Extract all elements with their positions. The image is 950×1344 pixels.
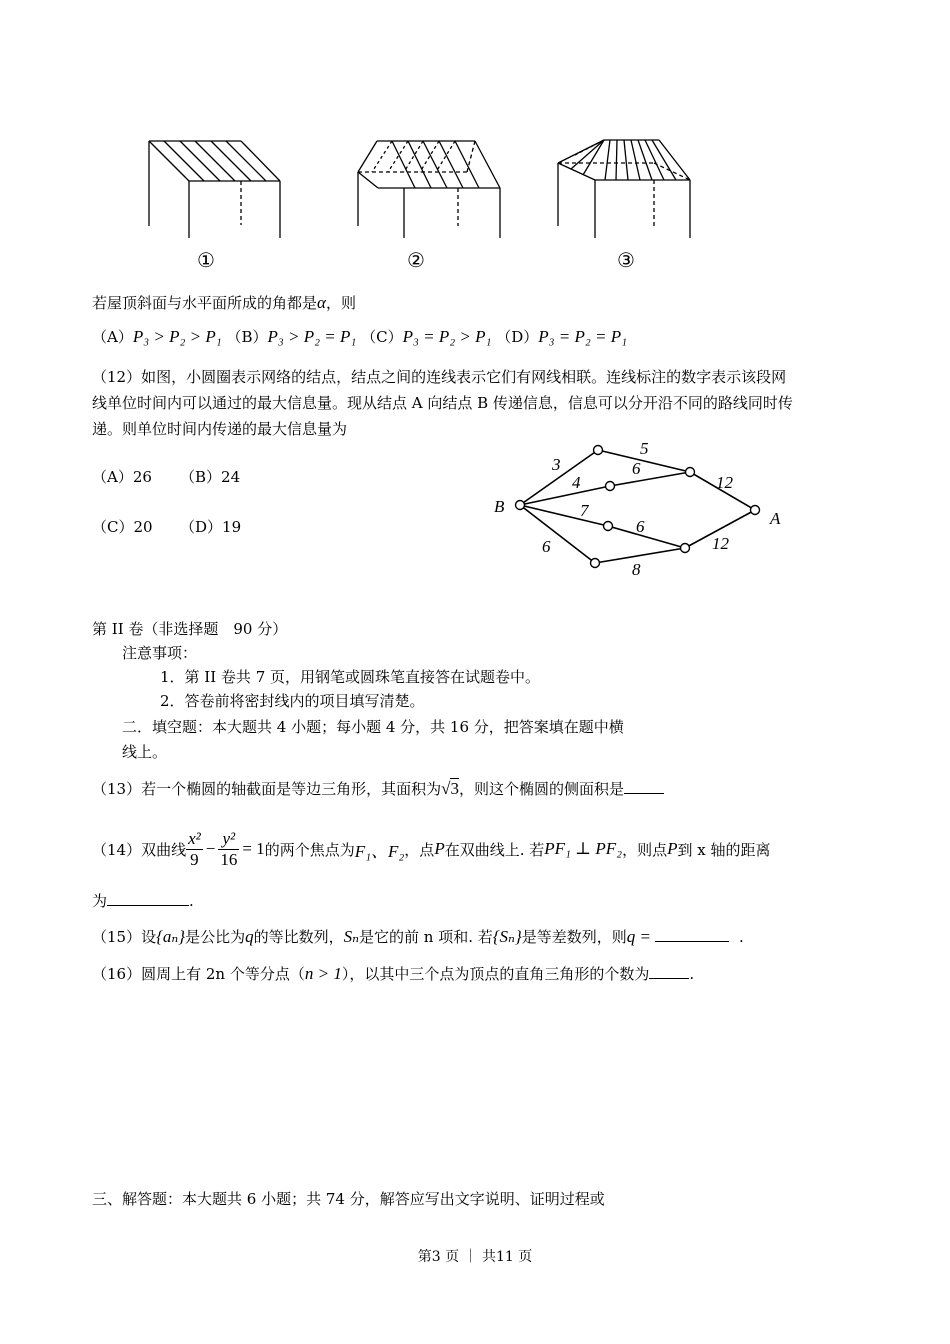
q15-answer-blank[interactable] bbox=[655, 941, 729, 942]
edge-label: 7 bbox=[580, 501, 589, 520]
network-node bbox=[686, 468, 695, 477]
edge-label: 12 bbox=[712, 534, 729, 553]
q13-sqrt-value: 3 bbox=[450, 779, 459, 798]
q12-line-1: （12）如图，小圆圈表示网络的结点，结点之间的连线表示它们有网线相联。连线标注的数字表示该段网 bbox=[92, 368, 787, 386]
q15-sn: Sₙ bbox=[343, 927, 360, 946]
q12-choice-a: （A）26 bbox=[92, 468, 152, 486]
q11-choice-c-label: （C） bbox=[361, 328, 403, 346]
network-node bbox=[606, 482, 615, 491]
q14-condition: PF₁ ⊥ PF₂ bbox=[544, 839, 623, 858]
q14-mid4: ，则点 bbox=[622, 840, 668, 859]
q15-q-eq: q = bbox=[626, 927, 651, 946]
figure-label-3: ③ bbox=[617, 248, 635, 272]
q15-mid3: 是它的前 n 项和. 若 bbox=[359, 928, 493, 946]
q16-end: . bbox=[689, 965, 695, 983]
q13-prefix: （13）若一个椭圆的轴截面是等边三角形，其面积为 bbox=[92, 780, 442, 798]
q16 bbox=[92, 963, 694, 984]
network-label-a: A bbox=[770, 509, 781, 528]
network-diagram bbox=[480, 430, 800, 590]
q13-suffix: ，则这个椭圆的侧面积是 bbox=[458, 780, 624, 798]
roof-figure-1 bbox=[149, 141, 280, 238]
q12-choice-c: （C）20 bbox=[92, 518, 153, 536]
q14 bbox=[92, 824, 771, 874]
q11-choice-d-label: （D） bbox=[496, 328, 539, 346]
figure-label-1: ① bbox=[197, 248, 215, 272]
edge-label: 12 bbox=[716, 473, 733, 492]
q11-stem-prefix: 若屋顶斜面与水平面所成的角都是 bbox=[92, 294, 318, 312]
q14-frac2-num: y² bbox=[218, 829, 239, 850]
page-footer: 第3 页 ｜ 共11 页 bbox=[417, 1249, 533, 1265]
network-node-b bbox=[516, 501, 525, 510]
q11-choice-a-expr: P₃ > P₂ > P₁ bbox=[132, 327, 222, 346]
q11-choice-b-label: （B） bbox=[226, 328, 268, 346]
network-node bbox=[594, 446, 603, 455]
q15-end: . bbox=[739, 928, 744, 946]
q14-fraction-2 bbox=[218, 829, 239, 870]
edge-label: 3 bbox=[552, 455, 561, 474]
q11-choice-c-expr: P₃ = P₂ > P₁ bbox=[402, 327, 492, 346]
q14-prefix: （14）双曲线 bbox=[92, 840, 187, 859]
edge-label: 4 bbox=[572, 473, 581, 492]
network-node-a bbox=[751, 506, 760, 515]
part2-title: 第 II 卷（非选择题 90 分） bbox=[92, 620, 288, 638]
edge-label: 6 bbox=[542, 537, 551, 556]
network-label-b: B bbox=[494, 497, 505, 516]
q12-choice-b: （B）24 bbox=[180, 468, 241, 486]
edge-label: 6 bbox=[636, 517, 645, 536]
q12-choice-d: （D）19 bbox=[180, 518, 242, 536]
q11-stem-suffix: ，则 bbox=[325, 294, 356, 312]
q13-answer-blank[interactable] bbox=[624, 793, 664, 794]
q14-mid3: 在双曲线上. 若 bbox=[444, 840, 545, 859]
q15-seq-a: {aₙ} bbox=[156, 927, 186, 946]
sqrt-symbol: √ bbox=[441, 779, 451, 798]
q11-choices bbox=[92, 326, 627, 347]
roof-figure-2 bbox=[358, 141, 500, 238]
q12-line-2: 线单位时间内可以通过的最大信息量。现从结点 A 向结点 B 传递信息，信息可以分开沿不同的路线同时传 bbox=[92, 394, 793, 412]
part2-note-1: 1．第 II 卷共 7 页，用钢笔或圆珠笔直接答在试题卷中。 bbox=[160, 668, 541, 686]
q15-prefix: （15）设 bbox=[92, 928, 157, 946]
q14-point: P bbox=[434, 839, 445, 858]
q14-mid: 的两个焦点为 bbox=[264, 840, 355, 859]
q12-line-3: 递。则单位时间内传递的最大信息量为 bbox=[92, 420, 348, 438]
q16-prefix: （16）圆周上有 2n 个等分点（ bbox=[92, 965, 305, 983]
q16-answer-blank[interactable] bbox=[649, 978, 689, 979]
network-node bbox=[591, 559, 600, 568]
edge-label: 5 bbox=[640, 439, 649, 458]
network-node bbox=[681, 544, 690, 553]
part2-notice: 注意事项： bbox=[122, 644, 198, 662]
q14-point-2: P bbox=[667, 839, 678, 858]
fill-in-heading-1: 二．填空题：本大题共 4 小题；每小题 4 分，共 16 分，把答案填在题中横 bbox=[122, 718, 624, 736]
q14-end: . bbox=[189, 892, 194, 910]
q11-choice-d-expr: P₃ = P₂ = P₁ bbox=[538, 327, 628, 346]
network-node bbox=[604, 522, 613, 531]
q11-choice-b-expr: P₃ > P₂ = P₁ bbox=[267, 327, 357, 346]
q16-condition: n > 1 bbox=[304, 964, 342, 983]
q15-mid4: 是等差数列，则 bbox=[521, 928, 627, 946]
q14-line2-text: 为 bbox=[92, 892, 108, 910]
q14-equals: = 1 bbox=[242, 839, 265, 858]
part2-note-2: 2．答卷前将密封线内的项目填写清楚。 bbox=[160, 692, 425, 710]
q13 bbox=[92, 778, 664, 799]
q14-frac2-den: 16 bbox=[220, 849, 238, 869]
q14-frac1-num: x² bbox=[188, 828, 201, 848]
q14-frac1-den: 9 bbox=[190, 849, 199, 869]
edge-label: 6 bbox=[632, 459, 641, 478]
q14-answer-blank[interactable] bbox=[107, 905, 189, 906]
fill-in-heading-2: 线上。 bbox=[122, 743, 168, 761]
q15-seq-s: {Sₙ} bbox=[492, 927, 522, 946]
q11-choice-a-label: （A） bbox=[92, 328, 133, 346]
q16-suffix: ），以其中三个点为顶点的直角三角形的个数为 bbox=[341, 965, 650, 983]
q14-mid2: ，点 bbox=[404, 840, 435, 859]
q15-mid1: 是公比为 bbox=[185, 928, 246, 946]
q14-minus: − bbox=[205, 839, 216, 858]
q15 bbox=[92, 926, 744, 947]
q14-fraction-1 bbox=[186, 829, 203, 870]
figure-label-2: ② bbox=[407, 248, 425, 272]
part3-heading: 三、解答题：本大题共 6 小题；共 74 分，解答应写出文字说明、证明过程或 bbox=[92, 1190, 605, 1208]
roof-figure-3 bbox=[558, 140, 690, 238]
q15-q: q bbox=[245, 927, 254, 946]
q14-suffix: 到 x 轴的距离 bbox=[677, 840, 771, 859]
q14-line-2 bbox=[92, 890, 194, 911]
edge-label: 8 bbox=[632, 560, 641, 579]
q11-stem bbox=[92, 292, 356, 313]
roof-figures bbox=[0, 0, 950, 280]
q15-mid2: 的等比数列， bbox=[253, 928, 344, 946]
q11-alpha: α bbox=[317, 293, 326, 312]
q14-foci: F₁、F₂ bbox=[354, 841, 405, 861]
